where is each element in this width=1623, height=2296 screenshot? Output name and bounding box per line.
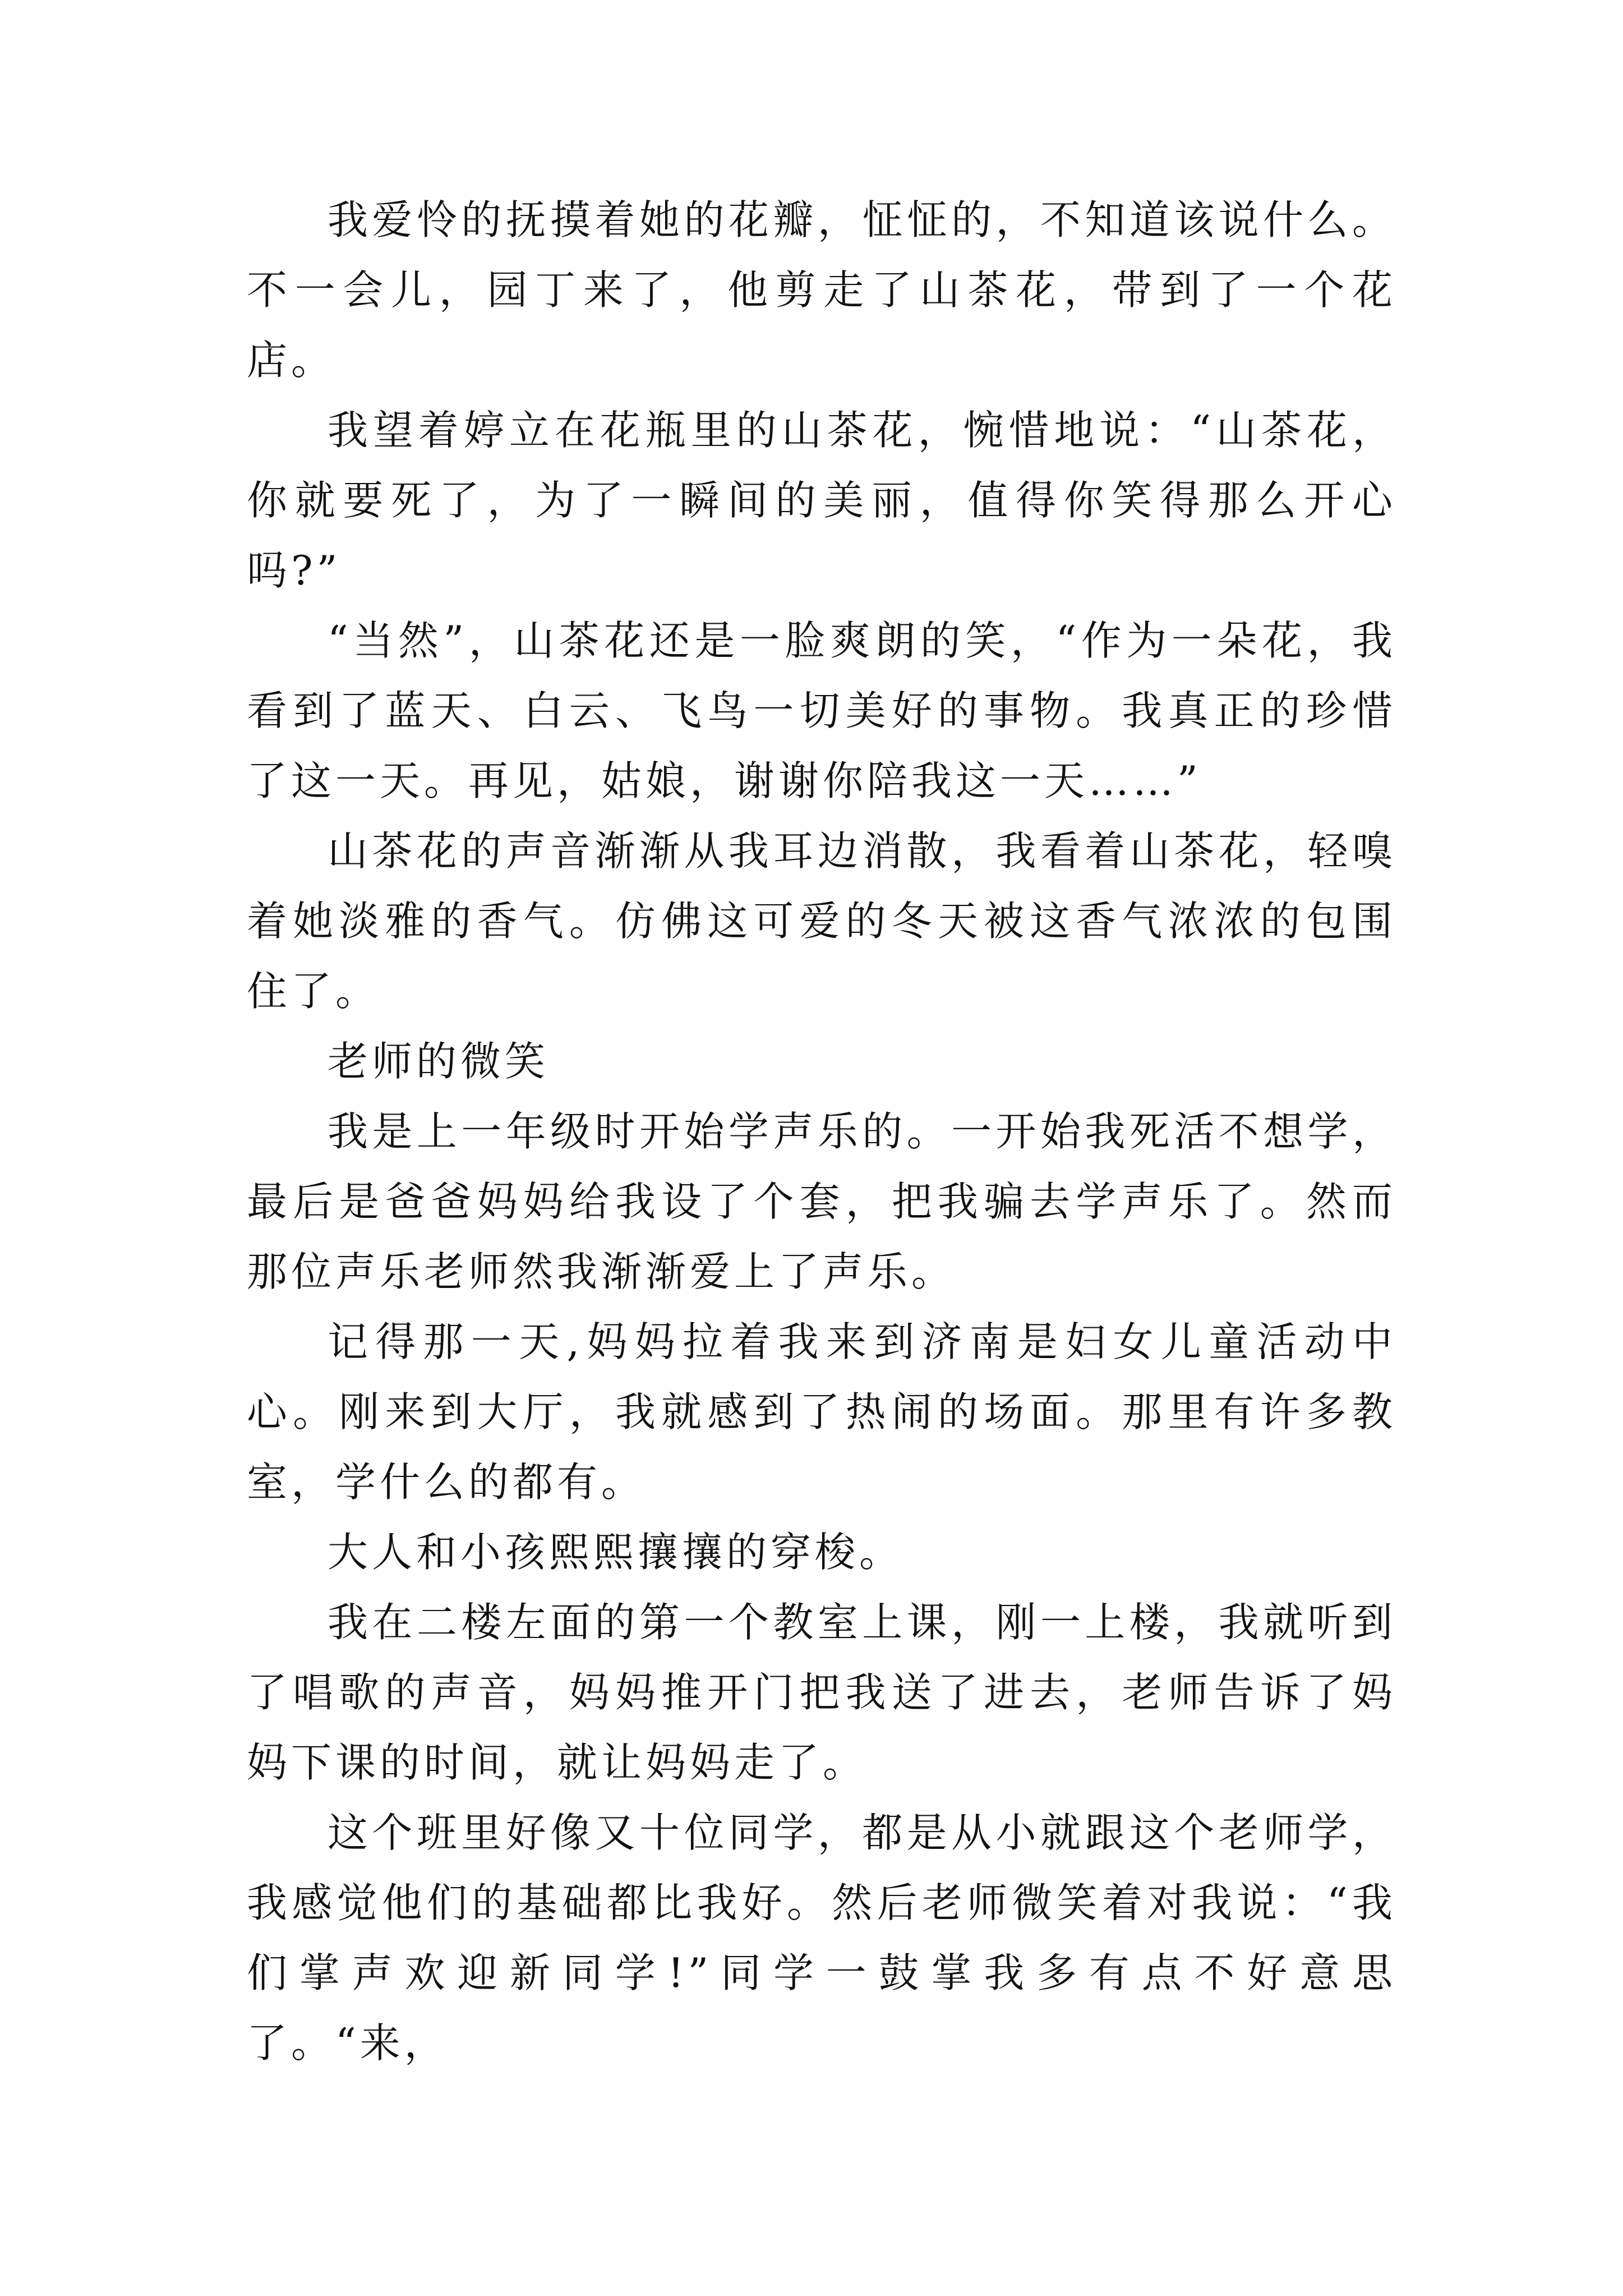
paragraph-that-day: 记得那一天,妈妈拉着我来到济南是妇女儿童活动中心。刚来到大厅，我就感到了热闹的场面。那里有许多教室，学什么的都有。 [247,1318,1396,1506]
paragraph-crowd: 大人和小孩熙熙攘攘的穿梭。 [328,1529,904,1576]
paragraph-camellia-fragrance: 山茶花的声音渐渐从我耳边消散，我看着山茶花，轻嗅着她淡雅的香气。仿佛这可爱的冬天被这香气浓浓的包围住了。 [247,827,1396,1015]
paragraph-camellia-reply: “当然”，山茶花还是一脸爽朗的笑，“作为一朵花，我看到了蓝天、白云、飞鸟一切美好的事物。我真正的珍惜了这一天。再见，姑娘，谢谢你陪我这一天……” [247,617,1396,804]
section-heading: 老师的微笑 [328,1038,550,1085]
paragraph-camellia-vase: 我望着婷立在花瓶里的山茶花，惋惜地说：“山茶花，你就要死了，为了一瞬间的美丽，值得你笑得那么开心吗?” [247,407,1396,594]
paragraph-start-music: 我是上一年级时开始学声乐的。一开始我死活不想学，最后是爸爸妈妈给我设了个套，把我骗去学声乐了。然而那位声乐老师然我渐渐爱上了声乐。 [247,1108,1396,1295]
document-body [247,185,1396,2078]
paragraph-classmates: 这个班里好像又十位同学，都是从小就跟这个老师学，我感觉他们的基础都比我好。然后老师微笑着对我说：“我们掌声欢迎新同学!”同学一鼓掌我多有点不好意思了。“来， [247,1809,1396,2067]
paragraph-camellia-petals: 我爱怜的抚摸着她的花瓣，怔怔的，不知道该说什么。不一会儿，园丁来了，他剪走了山茶花，带到了一个花店。 [247,196,1396,384]
paragraph-classroom: 我在二楼左面的第一个教室上课，刚一上楼，我就听到了唱歌的声音，妈妈推开门把我送了进去，老师告诉了妈妈下课的时间，就让妈妈走了。 [247,1599,1396,1786]
